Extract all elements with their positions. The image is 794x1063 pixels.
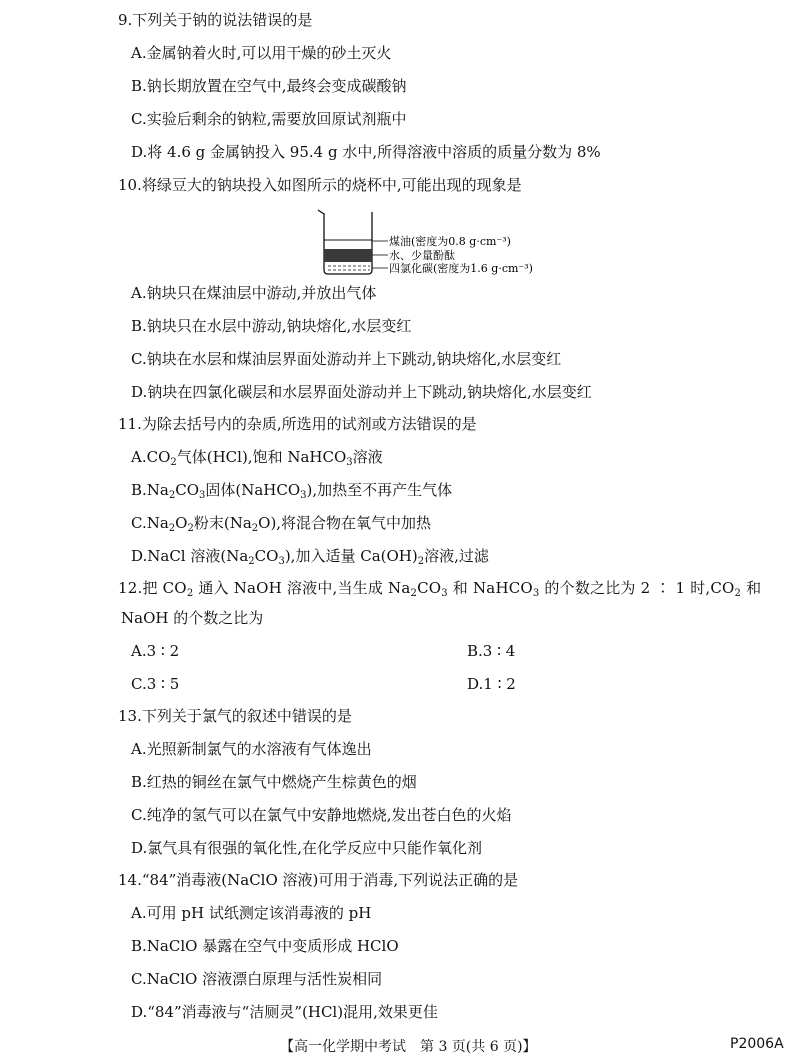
q14-option-c: C.NaClO 溶液漂白原理与活性炭相同 bbox=[131, 970, 383, 988]
q14-option-d: D.“84”消毒液与“洁厕灵”(HCl)混用,效果更佳 bbox=[131, 1003, 438, 1021]
q10-option-b: B.钠块只在水层中游动,钠块熔化,水层变红 bbox=[131, 317, 412, 335]
q9-option-a: A.金属钠着火时,可以用干燥的砂土灭火 bbox=[131, 44, 392, 62]
beaker-outline bbox=[318, 210, 372, 274]
q11-option-c: $C.Na_2O_2$粉末$(Na_2O)$,将混合物在氧气中加热 bbox=[131, 514, 432, 534]
question-9-stem: 9.下列关于钠的说法错误的是 bbox=[118, 11, 313, 29]
page-footer: 【高一化学期中考试 第 3 页(共 6 页)】 bbox=[280, 1039, 537, 1055]
q12-option-b: B.3 ∶ 4 bbox=[467, 642, 516, 660]
question-13-stem: 13.下列关于氯气的叙述中错误的是 bbox=[118, 707, 352, 725]
beaker-figure bbox=[316, 208, 566, 278]
q9-option-d: D.将 4.6 g 金属钠投入 95.4 g 水中,所得溶液中溶质的质量分数为 8% bbox=[131, 143, 601, 161]
q12-option-a: A.3 ∶ 2 bbox=[131, 642, 180, 660]
q11-option-b: $B.Na_2CO_3$固体(NaHCO$_3$),加热至不再产生气体 bbox=[131, 481, 453, 501]
question-12-stem-cont: NaOH 的个数之比为 bbox=[121, 609, 264, 627]
beaker-diagram bbox=[316, 208, 566, 278]
label-kerosene: 煤油(密度为0.8 g·cm⁻³) bbox=[389, 235, 511, 248]
label-ccl4: 四氯化碳(密度为1.6 g·cm⁻³) bbox=[389, 262, 533, 275]
q9-option-b: B.钠长期放置在空气中,最终会变成碳酸钠 bbox=[131, 77, 407, 95]
water-layer bbox=[324, 249, 372, 262]
paper-code: P2006A bbox=[730, 1036, 784, 1052]
q14-option-a: A.可用 pH 试纸测定该消毒液的 pH bbox=[131, 904, 372, 922]
q11-option-a: $A.CO_2$气体(HCl),饱和 NaHCO$_3$溶液 bbox=[131, 448, 383, 468]
q10-option-d: D.钠块在四氯化碳层和水层界面处游动并上下跳动,钠块熔化,水层变红 bbox=[131, 383, 592, 401]
question-10-stem: 10.将绿豆大的钠块投入如图所示的烧杯中,可能出现的现象是 bbox=[118, 176, 522, 194]
q9-option-c: C.实验后剩余的钠粒,需要放回原试剂瓶中 bbox=[131, 110, 407, 128]
question-11-stem: 11.为除去括号内的杂质,所选用的试剂或方法错误的是 bbox=[118, 415, 477, 433]
q12-option-d: D.1 ∶ 2 bbox=[467, 675, 516, 693]
q14-option-b: B.NaClO 暴露在空气中变质形成 HClO bbox=[131, 937, 399, 955]
question-14-stem: 14.“84”消毒液(NaClO 溶液)可用于消毒,下列说法正确的是 bbox=[118, 871, 519, 889]
q13-option-d: D.氯气具有很强的氧化性,在化学反应中只能作氧化剂 bbox=[131, 839, 483, 857]
q13-option-c: C.纯净的氢气可以在氯气中安静地燃烧,发出苍白色的火焰 bbox=[131, 806, 512, 824]
q10-option-c: C.钠块在水层和煤油层界面处游动并上下跳动,钠块熔化,水层变红 bbox=[131, 350, 562, 368]
q11-option-d: D.NaCl 溶液$(Na_2CO_3)$,加入适量 $Ca(OH)_2$溶液,过滤 bbox=[131, 547, 489, 567]
label-water: 水、少量酚酞 bbox=[389, 249, 455, 262]
question-12-stem: 12.把 $CO_2$ 通入 NaOH 溶液中,当生成 $Na_2CO_3$ 和 NaHCO$_3$ 的个数之比为 2 ∶ 1 时$,CO_2$ 和 bbox=[118, 579, 762, 599]
q13-option-b: B.红热的铜丝在氯气中燃烧产生棕黄色的烟 bbox=[131, 773, 417, 791]
q10-option-a: A.钠块只在煤油层中游动,并放出气体 bbox=[131, 284, 377, 302]
q12-option-c: C.3 ∶ 5 bbox=[131, 675, 180, 693]
q13-option-a: A.光照新制氯气的水溶液有气体逸出 bbox=[131, 740, 372, 758]
